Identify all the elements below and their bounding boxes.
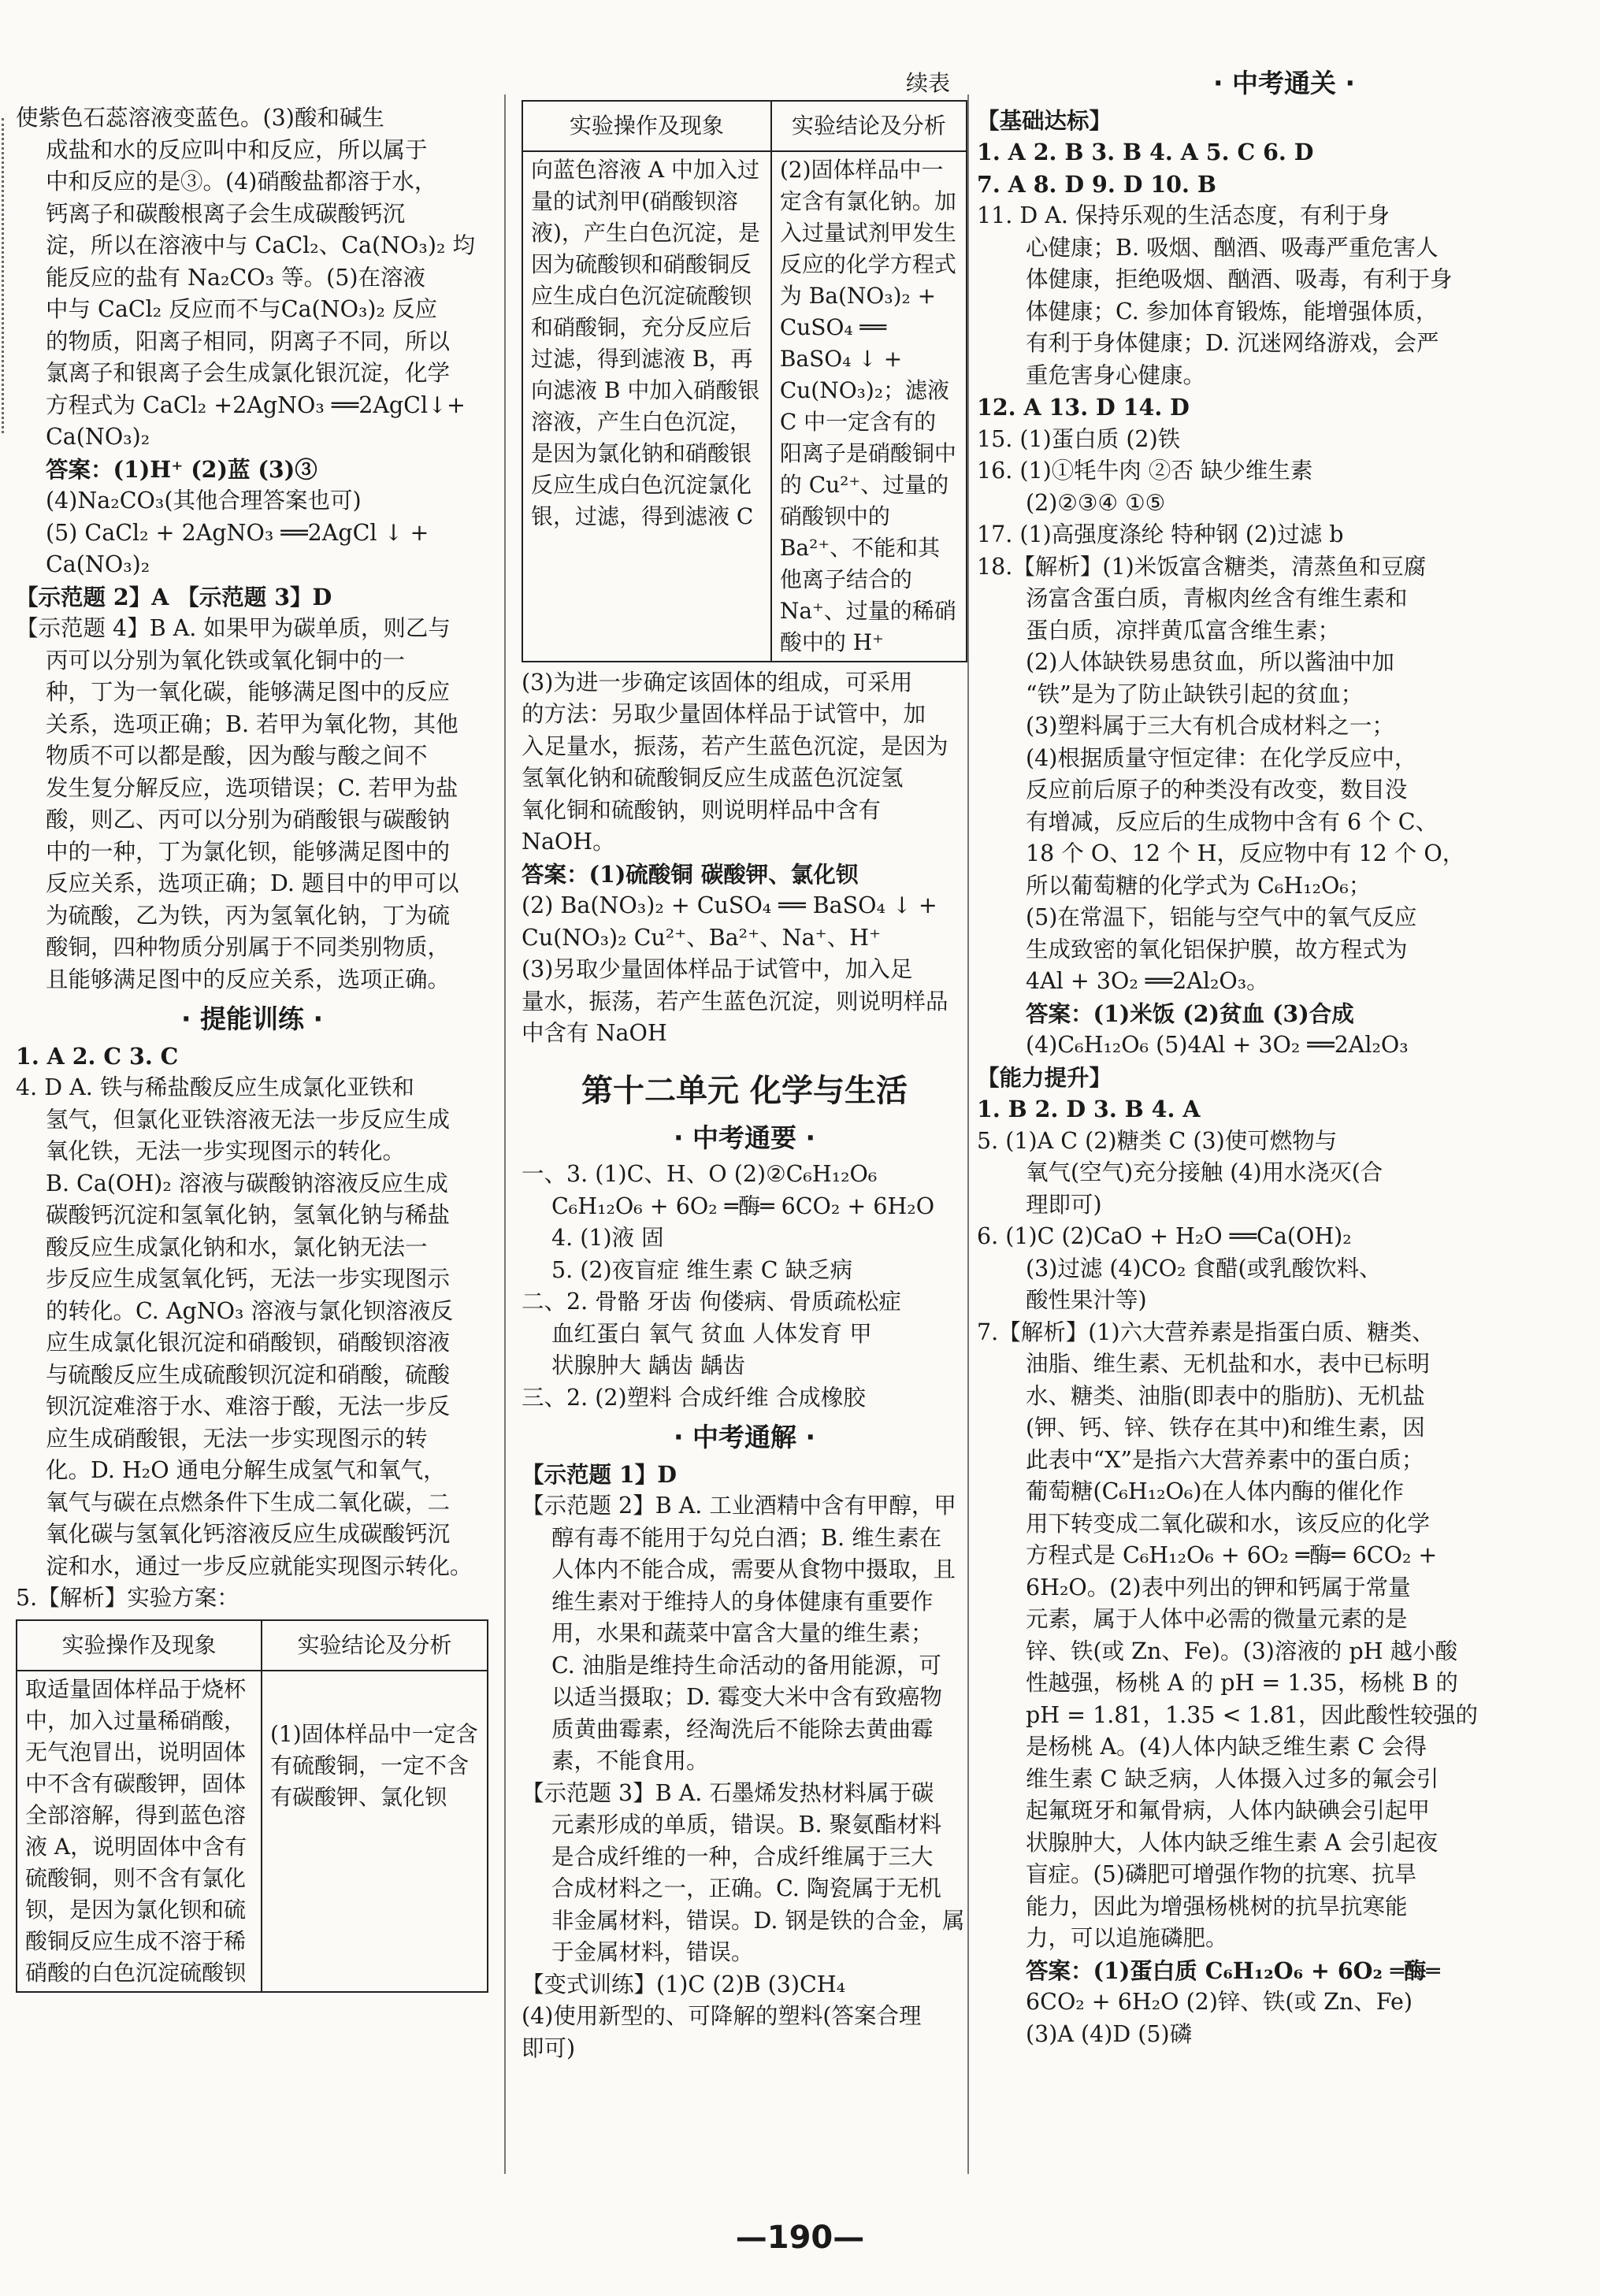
section-heading-tongyao: · 中考通要 · — [673, 1122, 816, 1153]
example-line: 反应关系，选项正确；D. 题目中的甲可以 — [46, 870, 459, 896]
text-line: 体健康，拒绝吸烟、酗酒、吸毒，有利于身 — [1026, 266, 1453, 292]
text-line: 状腺肿大 龋齿 龋齿 — [551, 1352, 746, 1378]
text-line: 一、3. (1)C、H、O (2)②C₆H₁₂O₆ — [522, 1161, 878, 1187]
answer-line: 答案：(1)米饭 (2)贫血 (3)合成 — [1026, 1000, 1354, 1027]
text-line: 理即可) — [1026, 1191, 1102, 1218]
text-line: 【示范题 1】D — [522, 1460, 677, 1488]
text-line: (3)过滤 (4)CO₂ 食醋(或乳酸饮料、 — [1026, 1255, 1382, 1282]
example-line: 关系，选项正确；B. 若甲为氧化物，其他 — [46, 710, 458, 737]
text-line: 1. A 2. B 3. B 4. A 5. C 6. D — [977, 139, 1314, 165]
text-line: 蛋白质，凉拌黄瓜富含维生素； — [1026, 617, 1341, 644]
answer-line: (5) CaCl₂ + 2AgNO₃ ══2AgCl ↓ + — [46, 519, 429, 546]
text-line: 【变式训练】(1)C (2)B (3)CH₄ — [522, 1971, 846, 1997]
text-line: 中和反应的是③。(4)硝酸盐都溶于水， — [46, 169, 437, 195]
text-line: 用，水果和蔬菜中富含大量的维生素； — [551, 1620, 934, 1646]
col1-answer — [16, 454, 488, 581]
text-line: (2)人体缺铁易患贫血，所以酱油中加 — [1026, 649, 1394, 675]
text-line: 三、2. (2)塑料 合成纤维 合成橡胶 — [522, 1384, 866, 1411]
text-line: 的物质，阳离子相同，阴离子不同，所以 — [46, 328, 451, 354]
text-line: 醇有毒不能用于勾兑白酒；B. 维生素在 — [551, 1524, 942, 1551]
text-line: (5)在常温下，铝能与空气中的氧气反应 — [1026, 904, 1417, 930]
text-line: (2)②③④ ①⑤ — [1026, 489, 1166, 516]
answer-line: 量水，振荡，若产生蓝色沉淀，则说明样品 — [522, 988, 948, 1014]
text-line: C. 油脂是维持生命活动的备用能源，可 — [551, 1652, 941, 1678]
text-line: 能反应的盐有 Na₂CO₃ 等。(5)在溶液 — [46, 264, 425, 291]
text-line: 【能力提升】 — [977, 1063, 1112, 1091]
column-3 — [977, 68, 1591, 2050]
text-line: 【示范题 2】B A. 工业酒精中含有甲醇，甲 — [522, 1493, 956, 1519]
section-heading-tongguan: · 中考通关 · — [1212, 68, 1356, 98]
text-line: 锌、铁(或 Zn、Fe)。(3)溶液的 pH 越小酸 — [1026, 1638, 1458, 1664]
text-line: 【基础达标】 — [977, 106, 1112, 134]
text-line: 起氟斑牙和氟骨病，人体内缺碘会引起甲 — [1026, 1797, 1431, 1823]
text-line: 使紫色石蕊溶液变蓝色。(3)酸和碱生 — [16, 105, 384, 131]
text-line: 葡萄糖(C₆H₁₂O₆)在人体内酶的催化作 — [1026, 1478, 1404, 1504]
text-line: 于金属材料，错误。 — [551, 1939, 754, 1965]
table-cell: (2)固体样品中一定含有氯化钠。加入过量试剂甲发生反应的化学方程式为 Ba(NO₃)₂ + CuSO₄ ══ BaSO₄ ↓ + Cu(NO₃)₂；滤液 C 中一定含有的阳离子是硝酸铜中的 Cu²⁺、过量的硝酸钡中的 Ba²⁺、不能和其他离子结合的 Na⁺、过量的稀硝酸中的 H⁺ — [771, 151, 967, 662]
text-line: B. Ca(OH)₂ 溶液与碳酸钠溶液反应生成 — [46, 1170, 448, 1196]
text-line: 15. (1)蛋白质 (2)铁 — [977, 425, 1181, 452]
text-line: 元素形成的单质，错误。B. 聚氨酯材料 — [551, 1812, 942, 1838]
table-header: 实验结论及分析 — [262, 1620, 488, 1671]
column-divider-left — [504, 95, 506, 2174]
table-header: 实验操作及现象 — [17, 1620, 262, 1671]
text-line: 5.【解析】实验方案： — [16, 1585, 239, 1611]
column-divider-right — [967, 95, 969, 2174]
text-line: 维生素对于维持人的身体健康有重要作 — [551, 1588, 934, 1615]
column-1 — [16, 102, 488, 1993]
text-line: (4)根据质量守恒定律：在化学反应中， — [1026, 744, 1417, 771]
text-line: 是杨桃 A。(4)人体内缺乏维生素 C 会得 — [1026, 1734, 1427, 1760]
equation-line: 方程式是 C₆H₁₂O₆ + 6O₂ ═酶═ 6CO₂ + — [1026, 1542, 1438, 1568]
text-line: 状腺肿大，人体内缺乏维生素 A 会引起夜 — [1026, 1829, 1439, 1856]
answer-line: 答案：(1)蛋白质 C₆H₁₂O₆ + 6O₂ ═酶═ — [1026, 1957, 1440, 1984]
text-line: 重危害身心健康。 — [1026, 362, 1206, 388]
section-heading-tongjie: · 中考通解 · — [673, 1422, 816, 1452]
experiment-table-2 — [522, 100, 967, 662]
text-line: 1. A 2. C 3. C — [16, 1042, 179, 1070]
text-line: 用下转变成二氧化碳和水，该反应的化学 — [1026, 1510, 1431, 1537]
text-line: 7. A 8. D 9. D 10. B — [977, 170, 1216, 198]
text-line: 合成材料之一，正确。C. 陶瓷属于无机 — [551, 1875, 941, 1901]
page-number: —190— — [735, 2220, 865, 2256]
text-line: pH = 1.81，1.35 < 1.81，因此酸性较强的 — [1026, 1701, 1478, 1728]
text-line: 12. A 13. D 14. D — [977, 394, 1190, 421]
text-line: Ca(NO₃)₂ — [46, 424, 150, 450]
text-line: 1. B 2. D 3. B 4. A — [977, 1096, 1201, 1122]
example-line: 酸，则乙、丙可以分别为硝酸银与碳酸钠 — [46, 807, 451, 833]
example-line: 且能够满足图中的反应关系，选项正确。 — [46, 966, 451, 992]
text-line: 氧化碳与氢氧化钙溶液反应生成碳酸钙沉 — [46, 1521, 451, 1547]
text-line: (3)为进一步确定该固体的组成，可采用 — [522, 669, 913, 695]
text-line: 应生成氯化银沉淀和硝酸钡，硝酸钡溶液 — [46, 1330, 451, 1356]
table-cell: 取适量固体样品于烧杯中，加入过量稀硝酸，无气泡冒出，说明固体中不含有碳酸钾，固体全部溶解，得到蓝色溶液 A，说明固体中含有硫酸铜，则不含有氯化钡，是因为氯化钡和硫酸铜反应生成不溶于稀硝酸的白色沉淀硫酸钡 — [17, 1671, 262, 1992]
example-line: 丙可以分别为氧化铁或氧化铜中的一 — [46, 647, 406, 673]
text-line: 钙离子和碳酸根离子会生成碳酸钙沉 — [46, 200, 406, 227]
table-header: 实验操作及现象 — [522, 101, 771, 151]
text-line: 17. (1)高强度涤纶 特种钢 (2)过滤 b — [977, 521, 1344, 547]
text-line: 4Al + 3O₂ ══2Al₂O₃。 — [1026, 968, 1269, 994]
text-line: 16. (1)①牦牛肉 ②否 缺少维生素 — [977, 458, 1313, 484]
text-line: 的方法：另取少量固体样品于试管中，加 — [522, 701, 926, 727]
text-line: 以适当摄取；D. 霉变大米中含有致癌物 — [551, 1684, 942, 1710]
text-line: 4. (1)液 固 — [551, 1225, 664, 1251]
example-line: 物质不可以都是酸，因为酸与酸之间不 — [46, 743, 428, 769]
text-line: 二、2. 骨骼 牙齿 佝偻病、骨质疏松症 — [522, 1289, 901, 1315]
text-line: 碳酸钙沉淀和氢氧化钠，氢氧化钠与稀盐 — [46, 1202, 451, 1228]
text-line: 氧化铁，无法一步实现图示的转化。 — [46, 1138, 406, 1164]
text-line: 氢氧化钠和硫酸铜反应生成蓝色沉淀氢 — [522, 765, 904, 791]
example-line: 种，丁为一氧化碳，能够满足图中的反应 — [46, 679, 451, 705]
answer-line: (2) Ba(NO₃)₂ + CuSO₄ ══ BaSO₄ ↓ + — [522, 892, 937, 918]
text-line: 的转化。C. AgNO₃ 溶液与氯化钡溶液反 — [46, 1297, 454, 1324]
example-line: 【示范题 4】B A. 如果甲为碳单质，则乙与 — [16, 615, 451, 641]
text-line: 5. (1)A C (2)糖类 C (3)使可燃物与 — [977, 1127, 1338, 1154]
text-line: 质黄曲霉素，经淘洗后不能除去黄曲霉 — [551, 1716, 934, 1742]
text-line: 所以葡萄糖的化学式为 C₆H₁₂O₆； — [1026, 872, 1372, 899]
text-line: (4)使用新型的、可降解的塑料(答案合理 — [522, 2003, 922, 2029]
answer-line: 答案：(1)H⁺ (2)蓝 (3)③ — [46, 455, 317, 483]
answer-line: (3)另取少量固体样品于试管中，加入足 — [522, 956, 913, 982]
table-header: 实验结论及分析 — [771, 101, 967, 151]
text-line: 7.【解析】(1)六大营养素是指蛋白质、糖类、 — [977, 1319, 1435, 1345]
text-line: 氢气，但氯化亚铁溶液无法一步反应生成 — [46, 1106, 451, 1133]
text-line: 酸性果汁等) — [1026, 1287, 1147, 1313]
answer-line: (4)Na₂CO₃(其他合理答案也可) — [46, 488, 362, 514]
text-line: 血红蛋白 氧气 贫血 人体发育 甲 — [551, 1320, 872, 1347]
text-line: 氧化铜和硫酸钠，则说明样品中含有 — [522, 796, 882, 823]
answer-line: Cu(NO₃)₂ Cu²⁺、Ba²⁺、Na⁺、H⁺ — [522, 924, 882, 951]
example-line: 发生复分解反应，选项错误；C. 若甲为盐 — [46, 774, 458, 801]
answer-line: 6CO₂ + 6H₂O (2)锌、铁(或 Zn、Fe) — [1026, 1989, 1413, 2015]
text-line: 生成致密的氧化铝保护膜，故方程式为 — [1026, 936, 1408, 963]
col1-top-text — [16, 102, 488, 454]
text-line: 氧气与碳在点燃条件下生成二氧化碳，二 — [46, 1489, 451, 1515]
text-line: 油脂、维生素、无机盐和水，表中已标明 — [1026, 1351, 1431, 1377]
table-cell: 向蓝色溶液 A 中加入过量的试剂甲(硝酸钡溶液)，产生白色沉淀，是因为硫酸钡和硝酸铜反应生成白色沉淀硫酸钡和硝酸铜，充分反应后过滤，得到滤液 B，再向滤液 B 中加入硝酸银溶液，产生白色沉淀，是因为氯化钠和硝酸银反应生成白色沉淀氯化银，过滤，得到滤液 C — [522, 151, 771, 662]
text-line: 6H₂O。(2)表中列出的钾和钙属于常量 — [1026, 1574, 1411, 1601]
example-line: 为硫酸，乙为铁，丙为氢氧化钠，丁为硫 — [46, 902, 451, 929]
text-line: 酸反应生成氯化钠和水，氯化钠无法一 — [46, 1233, 428, 1260]
text-line: NaOH。 — [522, 829, 615, 855]
text-line: 素，不能食用。 — [551, 1748, 709, 1774]
answer-line: 答案：(1)硫酸铜 碳酸钾、氯化钡 — [522, 860, 859, 888]
text-line: 汤富含蛋白质，青椒肉丝含有维生素和 — [1026, 585, 1408, 611]
text-line: 与硫酸反应生成硫酸钡沉淀和硝酸，硫酸 — [46, 1361, 451, 1388]
answer-line: Ca(NO₃)₂ — [46, 551, 150, 577]
experiment-table-1 — [16, 1619, 488, 1993]
example-line: 中的一种，丁为氯化钡，能够满足图中的 — [46, 838, 451, 865]
text-line: 钡沉淀难溶于水、难溶于酸，无法一步反 — [46, 1393, 451, 1419]
text-line: 18.【解析】(1)米饭富含糖类，清蒸鱼和豆腐 — [977, 553, 1427, 580]
text-line: 氧气(空气)充分接触 (4)用水浇灭(合 — [1026, 1159, 1383, 1185]
answer-line: (4)C₆H₁₂O₆ (5)4Al + 3O₂ ══2Al₂O₃ — [1026, 1032, 1409, 1058]
answer-line: (3)A (4)D (5)磷 — [1026, 2020, 1193, 2047]
text-line: 力，可以追施磷肥。 — [1026, 1925, 1228, 1951]
text-line: 淀和水，通过一步反应就能实现图示转化。 — [46, 1552, 473, 1579]
text-line: 元素，属于人体中必需的微量元素的是 — [1026, 1606, 1408, 1632]
text-line: 入足量水，振荡，若产生蓝色沉淀，是因为 — [522, 733, 948, 759]
text-line: 淀，所以在溶液中与 CaCl₂、Ca(NO₃)₂ 均 — [46, 232, 475, 258]
col2-part3 — [522, 667, 967, 1050]
example-line: 酸铜，四种物质分别属于不同类别物质， — [46, 934, 451, 960]
text-line: 11. D A. 保持乐观的生活态度，有利于身 — [977, 202, 1390, 228]
text-line: 能力，因此为增强杨桃树的抗旱抗寒能 — [1026, 1893, 1408, 1920]
text-line: 有增减，反应后的生成物中含有 6 个 C、 — [1026, 808, 1439, 835]
column-2 — [522, 70, 967, 2064]
text-line: 方程式为 CaCl₂ +2AgNO₃ ══2AgCl↓+ — [46, 391, 466, 418]
text-line: 6. (1)C (2)CaO + H₂O ══Ca(OH)₂ — [977, 1223, 1352, 1249]
text-line: 性越强，杨桃 A 的 pH = 1.35，杨桃 B 的 — [1026, 1670, 1458, 1696]
text-line: 5. (2)夜盲症 维生素 C 缺乏病 — [551, 1256, 853, 1283]
equation-line: C₆H₁₂O₆ + 6O₂ ═酶═ 6CO₂ + 6H₂O — [551, 1193, 935, 1219]
text-line: 【示范题 3】B A. 石墨烯发热材料属于碳 — [522, 1779, 934, 1806]
answer-line: 中含有 NaOH — [522, 1020, 667, 1046]
text-line: 化。D. H₂O 通电分解生成氢气和氧气， — [46, 1457, 446, 1483]
table-continued-caption: 续表 — [905, 70, 950, 96]
text-line: (钾、钙、锌、铁存在其中)和维生素，因 — [1026, 1415, 1425, 1441]
col2-tongjie — [522, 1459, 967, 2065]
unit-title: 第十二单元 化学与生活 — [581, 1072, 908, 1109]
text-line: 此表中“X”是指六大营养素中的蛋白质； — [1026, 1446, 1424, 1473]
text-line: 4. D A. 铁与稀盐酸反应生成氯化亚铁和 — [16, 1074, 414, 1100]
col1-examples — [16, 581, 488, 996]
text-line: 人体内不能合成，需要从食物中摄取，且 — [551, 1556, 956, 1582]
section-heading-tineng: · 提能训练 · — [180, 1003, 324, 1034]
text-line: (3)塑料属于三大有机合成材料之一； — [1026, 713, 1394, 739]
col1-exercises — [16, 1040, 488, 1615]
text-line: 体健康；C. 参加体育锻炼，能增强体质， — [1026, 298, 1439, 325]
text-line: 非金属材料，错误。D. 钢是铁的合金，属 — [551, 1907, 965, 1934]
text-line: 盲症。(5)磷肥可增强作物的抗寒、抗旱 — [1026, 1861, 1417, 1887]
text-line: “铁”是为了防止缺铁引起的贫血； — [1026, 681, 1364, 707]
example-line: 【示范题 2】A 【示范题 3】D — [16, 583, 332, 610]
text-line: 有利于身体健康；D. 沉迷网络游戏，会严 — [1026, 330, 1439, 356]
text-line: 水、糖类、油脂(即表中的脂肪)、无机盐 — [1026, 1382, 1425, 1409]
text-line: 氯离子和银离子会生成氯化银沉淀，化学 — [46, 360, 451, 386]
binding-edge-dots — [2, 118, 12, 433]
text-line: 18 个 O、12 个 H，反应物中有 12 个 O， — [1026, 840, 1465, 866]
col2-tongyao — [522, 1159, 967, 1414]
text-line: 反应前后原子的种类没有改变，数目没 — [1026, 777, 1408, 803]
text-line: 中与 CaCl₂ 反应而不与Ca(NO₃)₂ 反应 — [46, 296, 438, 322]
text-line: 即可) — [522, 2035, 576, 2061]
col3-body — [977, 105, 1591, 2051]
text-line: 应生成硝酸银，无法一步实现图示的转 — [46, 1425, 428, 1452]
text-line: 心健康；B. 吸烟、酗酒、吸毒严重危害人 — [1026, 234, 1439, 261]
table-cell: (1)固体样品中一定含有硫酸铜，一定不含有碳酸钾、氯化钡 — [262, 1671, 488, 1992]
text-line: 步反应生成氢氧化钙，无法一步实现图示 — [46, 1266, 451, 1292]
text-line: 是合成纤维的一种，合成纤维属于三大 — [551, 1843, 934, 1870]
text-line: 成盐和水的反应叫中和反应，所以属于 — [46, 136, 428, 163]
text-line: 维生素 C 缺乏病，人体摄入过多的氟会引 — [1026, 1765, 1439, 1792]
